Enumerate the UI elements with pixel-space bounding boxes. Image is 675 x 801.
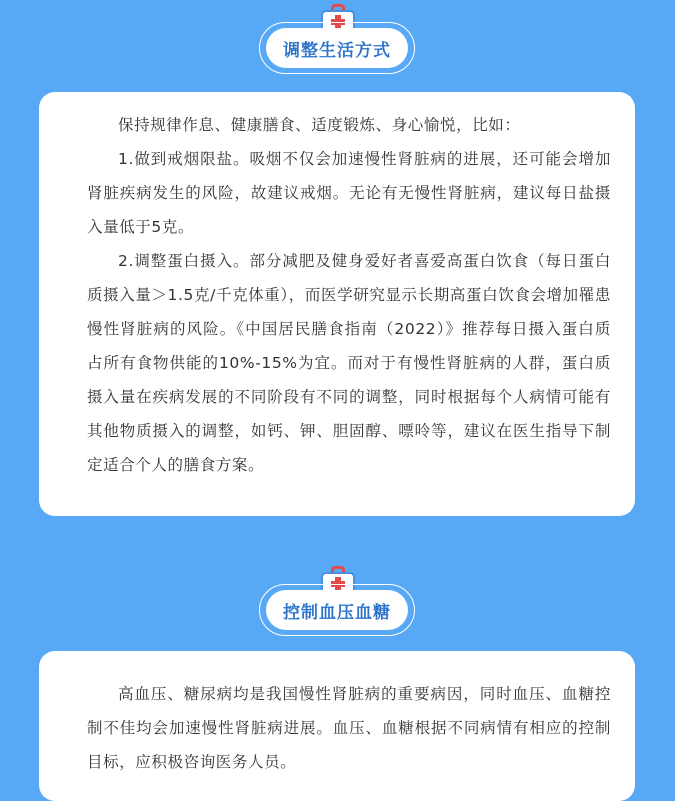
content-card-lifestyle <box>39 92 635 516</box>
content-card-bp-glucose <box>39 651 635 801</box>
paragraph: 2.调整蛋白摄入。部分减肥及健身爱好者喜爱高蛋白饮食（每日蛋白质摄入量＞1.5克/千克体重），而医学研究显示长期高蛋白饮食会增加罹患慢性肾脏病的风险。《中国居民膳食指南（2022）》推荐每日摄入蛋白质占所有食物供能的10%-15%为宜。而对于有慢性肾脏病的人群，蛋白质摄入量在疾病发展的不同阶段有不同的调整，同时根据每个人病情可能有其他物质摄入的调整，如钙、钾、胆固醇、嘌呤等，建议在医生指导下制定适合个人的膳食方案。 <box>87 252 611 474</box>
paragraph: 1.做到戒烟限盐。吸烟不仅会加速慢性肾脏病的进展，还可能会增加肾脏疾病发生的风险，故建议戒烟。无论有无慢性肾脏病，建议每日盐摄入量低于5克。 <box>87 150 611 236</box>
section-title: 调整生活方式 <box>266 28 408 68</box>
section-header-bp-glucose <box>0 566 675 646</box>
section-title: 控制血压血糖 <box>266 590 408 630</box>
paragraph: 保持规律作息、健康膳食、适度锻炼、身心愉悦，比如： <box>118 116 521 134</box>
section-header-lifestyle <box>0 0 675 80</box>
paragraph: 高血压、糖尿病均是我国慢性肾脏病的重要病因，同时血压、血糖控制不佳均会加速慢性肾脏病进展。血压、血糖根据不同病情有相应的控制目标，应积极咨询医务人员。 <box>87 685 611 771</box>
